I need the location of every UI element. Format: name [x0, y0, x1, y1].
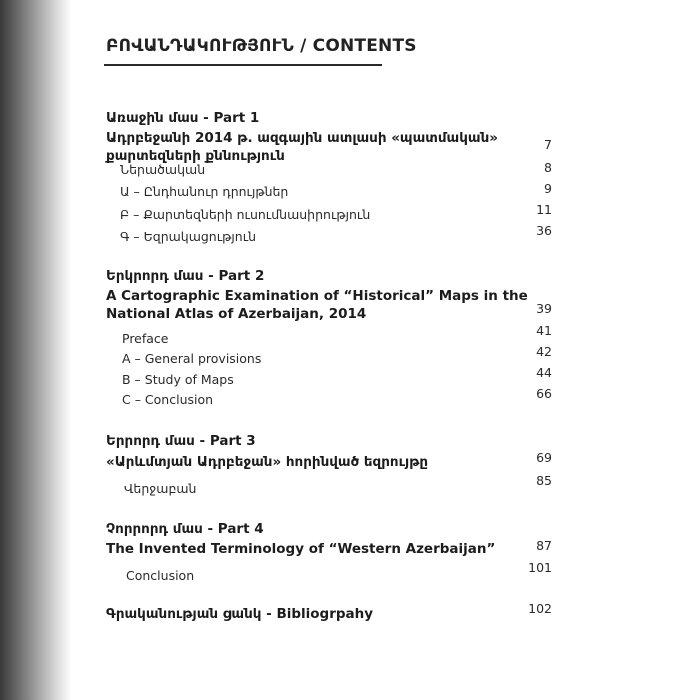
part-2-item-2: A – General provisions	[122, 351, 262, 366]
part-4-title-line-1: The Invented Terminology of “Western Azerbaijan”	[106, 541, 496, 557]
title-underline	[104, 64, 382, 66]
part-1-item-1: Ներածական	[120, 162, 206, 177]
part-3-item-1: Վերջաբան	[124, 481, 197, 496]
part-2-item-1: Preface	[122, 331, 169, 346]
part-1-item-3: Բ – Քարտեզների ուսումնասիրություն	[120, 207, 371, 222]
part-3-item-1-page: 85	[536, 473, 552, 488]
part-4-item-1: Conclusion	[126, 568, 195, 583]
part-4-item-1-page: 101	[528, 560, 552, 575]
bibliography-label: Գրականության ցանկ - Bibliogrpahy	[106, 606, 374, 622]
part-1-item-4: Գ – Եզրակացություն	[120, 229, 257, 244]
part-1-item-2: Ա – Ընդհանուր դրույթներ	[120, 184, 289, 199]
bibliography-page: 102	[528, 601, 552, 616]
part-3-title-line-1: «Արևմտյան Ադրբեջան» հորինված եզրույթը	[106, 454, 429, 470]
part-1-item-3-page: 11	[536, 202, 552, 217]
part-1-page: 7	[544, 137, 552, 152]
part-2-title-line-2: National Atlas of Azerbaijan, 2014	[106, 306, 367, 322]
part-2-item-3: B – Study of Maps	[122, 372, 234, 387]
part-2-title-line-1: A Cartographic Examination of “Historical” Maps in the	[106, 288, 528, 304]
page-title: ԲՈՎԱՆԴԱԿՈՒԹՅՈՒՆ / CONTENTS	[106, 36, 417, 56]
part-1-item-1-page: 8	[544, 160, 552, 175]
part-4-page: 87	[536, 538, 552, 553]
part-2-item-4-page: 66	[536, 386, 552, 401]
part-1-title-line-1: Ադրբեջանի 2014 թ. ազգային ատլասի «պատմական»	[106, 130, 498, 146]
part-2-item-3-page: 44	[536, 365, 552, 380]
part-2-item-2-page: 42	[536, 344, 552, 359]
part-3-label: Երրորդ մաս - Part 3	[106, 433, 256, 449]
part-4-label: Չորրորդ մաս - Part 4	[106, 521, 264, 537]
part-1-label: Առաջին մաս - Part 1	[106, 110, 260, 126]
part-3-page: 69	[536, 450, 552, 465]
part-2-item-1-page: 41	[536, 323, 552, 338]
part-1-item-4-page: 36	[536, 223, 552, 238]
part-1-item-2-page: 9	[544, 181, 552, 196]
part-2-label: Երկրորդ մաս - Part 2	[106, 268, 265, 284]
part-1-title-line-2: քարտեզների քննություն	[106, 148, 285, 164]
part-2-page: 39	[536, 301, 552, 316]
part-2-item-4: C – Conclusion	[122, 392, 214, 407]
